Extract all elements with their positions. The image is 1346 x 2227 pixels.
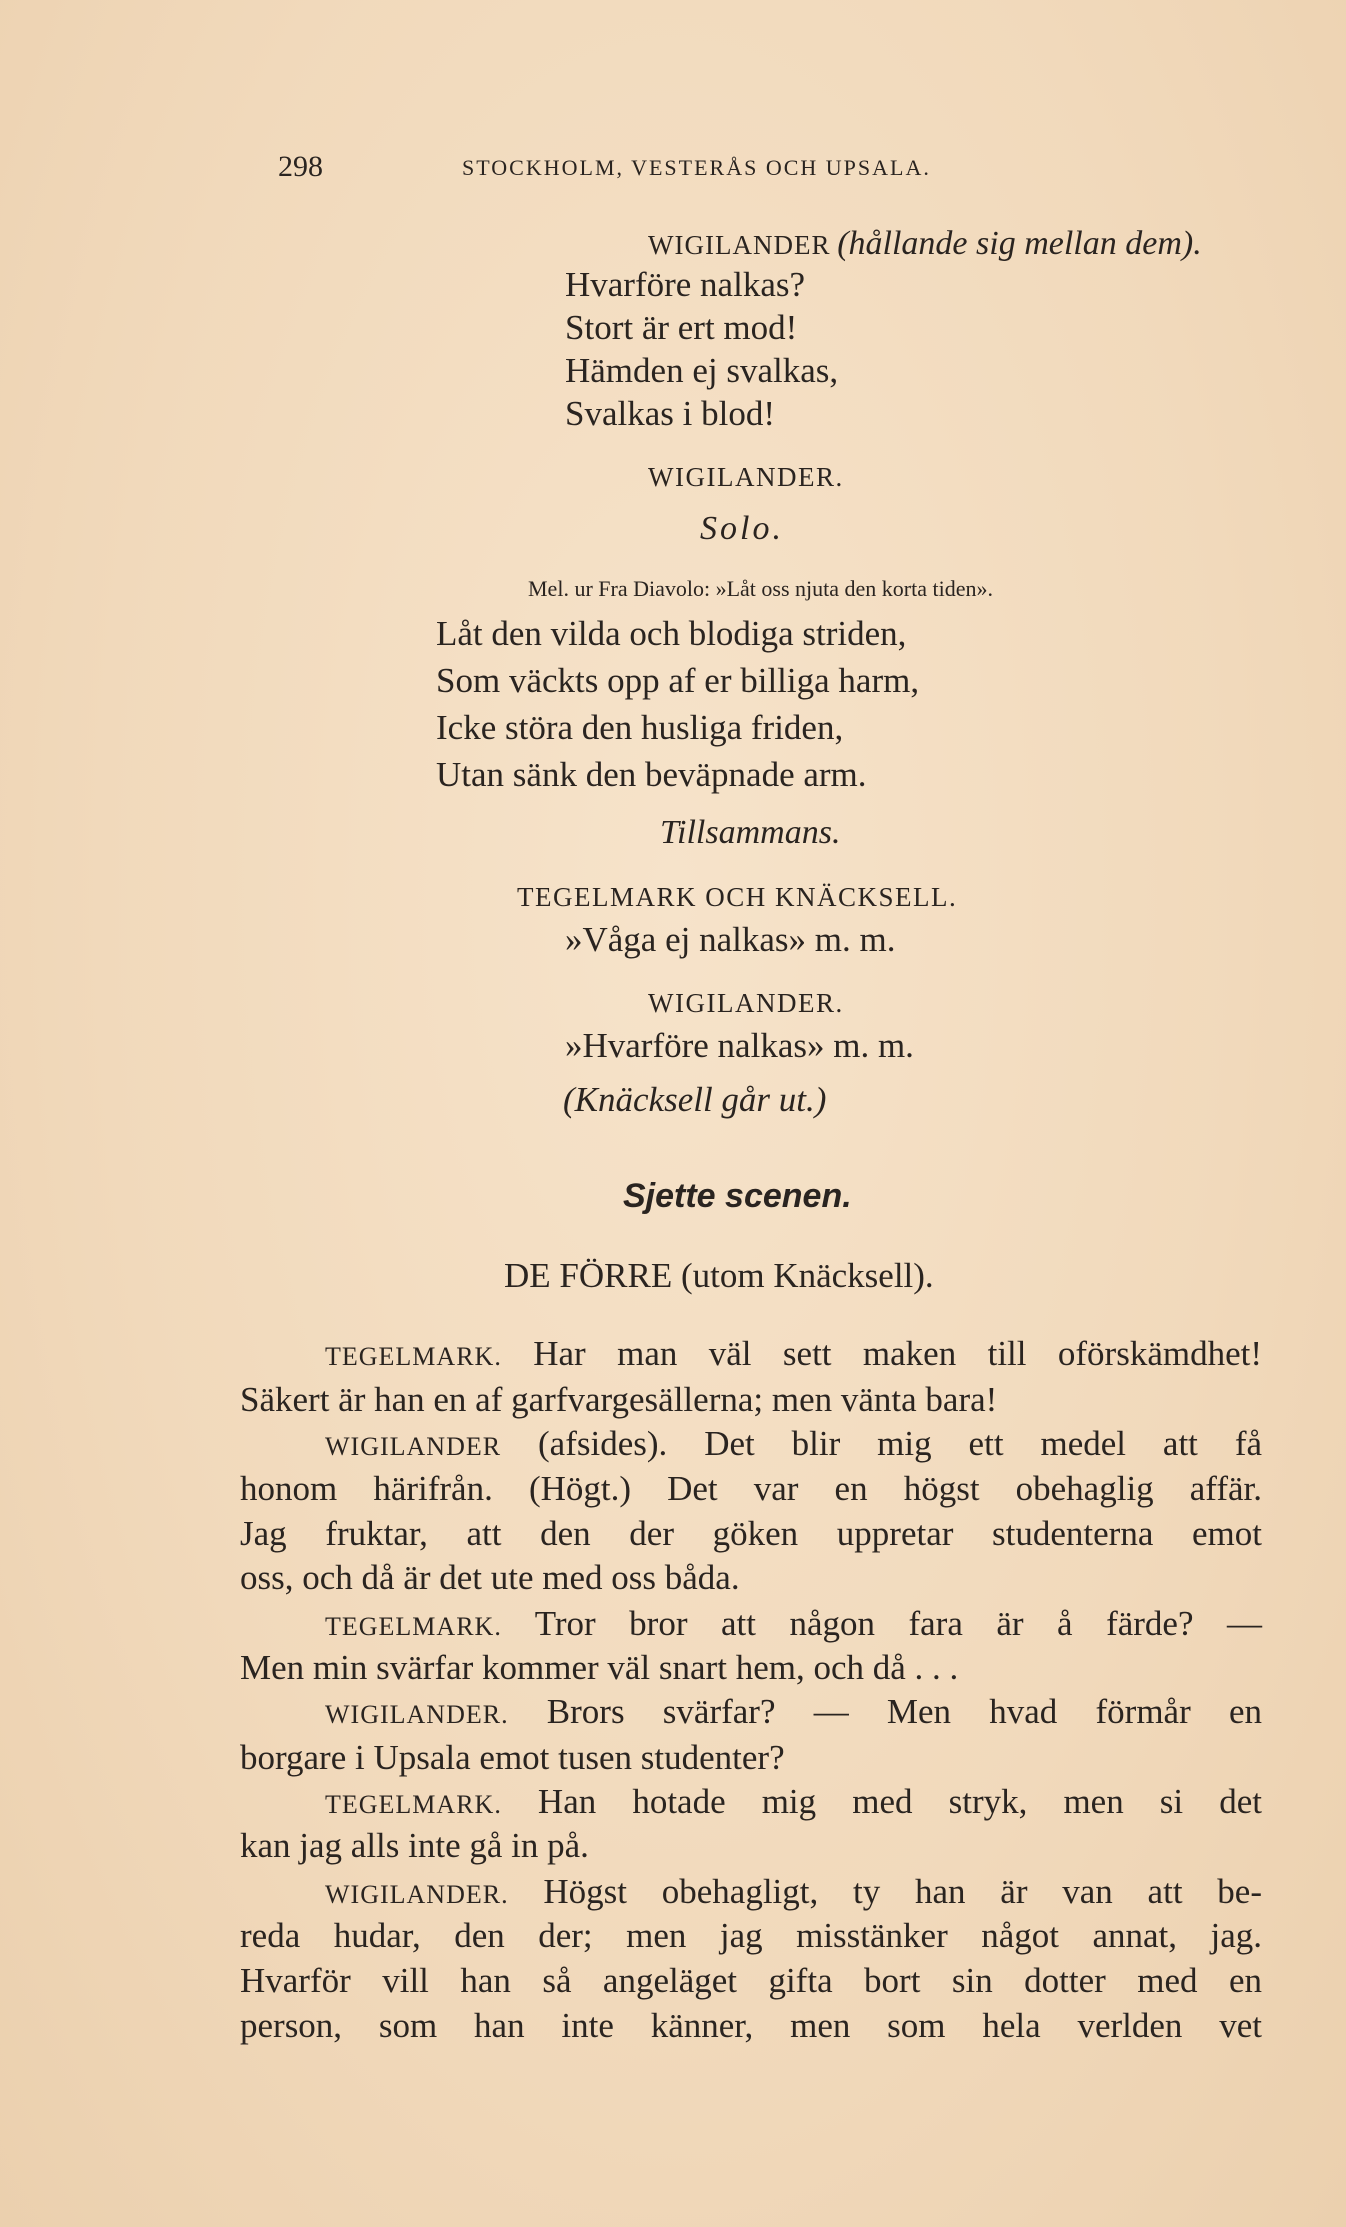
verse-line: Stort är ert mod! — [565, 308, 798, 347]
speech-line: person, som han inte känner, men som hela verlden vet — [240, 2006, 1262, 2045]
speech-text: Högst obehagligt, ty han är van att be- — [543, 1872, 1263, 1911]
verse-line: »Våga ej nalkas» m. m. — [565, 920, 896, 959]
speech-text: Tror bror att någon fara är å färde? — — [534, 1604, 1262, 1643]
speech-line: Hvarför vill han så angeläget gifta bort sin dotter med en — [240, 1961, 1262, 2000]
speaker-name: WIGILANDER. — [648, 462, 844, 492]
speech-line: kan jag alls inte gå in på. — [240, 1826, 589, 1865]
speaker-name: WIGILANDER — [325, 1432, 502, 1461]
speech-line: Jag fruktar, att den der göken uppretar studenterna emot — [240, 1514, 1262, 1553]
speech-first-line — [325, 1334, 1262, 1374]
verse-line: Hämden ej svalkas, — [565, 351, 839, 390]
speech-text: Brors svärfar? — Men hvad förmår en — [546, 1692, 1262, 1731]
speech-first-line — [325, 1782, 1262, 1822]
verse-line: Utan sänk den beväpnade arm. — [436, 755, 867, 794]
speech-first-line — [325, 1872, 1262, 1912]
speaker-name: WIGILANDER. — [325, 1700, 509, 1729]
speech-line: reda hudar, den der; men jag misstänker något annat, jag. — [240, 1916, 1262, 1955]
speech-line: borgare i Upsala emot tusen studenter? — [240, 1738, 785, 1777]
solo-label: Solo. — [700, 510, 784, 547]
scene-persons: DE FÖRRE (utom Knäcksell). — [504, 1256, 934, 1295]
speaker-name: TEGELMARK. — [325, 1612, 502, 1641]
speech-line: honom härifrån. (Högt.) Det var en högst obehaglig affär. — [240, 1469, 1262, 1508]
stage-direction: (Knäcksell går ut.) — [563, 1080, 827, 1119]
speech-text: Har man väl sett maken till oförskämdhet! — [533, 1334, 1262, 1373]
verse-line: Som väckts opp af er billiga harm, — [436, 661, 920, 700]
speech-line: Säkert är han en af garfvargesällerna; men vänta bara! — [240, 1380, 998, 1419]
verse-line: Hvarföre nalkas? — [565, 265, 806, 304]
speech-first-line — [325, 1604, 1262, 1644]
melody-note: Mel. ur Fra Diavolo: »Låt oss njuta den korta tiden». — [528, 576, 993, 601]
scene-title: Sjette scenen. — [623, 1177, 852, 1215]
speech-text: Han hotade mig med stryk, men si det — [537, 1782, 1262, 1821]
speaker-name: TEGELMARK OCH KNÄCKSELL. — [517, 882, 958, 912]
speech-text: (afsides). Det blir mig ett medel att få — [538, 1424, 1263, 1463]
verse-line: Icke störa den husliga friden, — [436, 708, 844, 747]
speaker-name: TEGELMARK. — [325, 1342, 502, 1371]
speaker-name: WIGILANDER. — [648, 988, 844, 1018]
speech-line: oss, och då är det ute med oss båda. — [240, 1558, 740, 1597]
speaker-name: WIGILANDER. — [325, 1880, 509, 1909]
stage-direction: (hållande sig mellan dem). — [837, 225, 1202, 262]
verse-line: Svalkas i blod! — [565, 394, 775, 433]
tillsammans-label: Tillsammans. — [660, 814, 841, 851]
speech-first-line — [325, 1424, 1262, 1464]
stage-heading — [648, 225, 1202, 263]
speaker-name: TEGELMARK. — [325, 1790, 502, 1819]
page-number: 298 — [278, 150, 323, 183]
speech-line: Men min svärfar kommer väl snart hem, och då . . . — [240, 1648, 959, 1687]
speech-first-line — [325, 1692, 1262, 1732]
verse-line: Låt den vilda och blodiga striden, — [436, 614, 907, 653]
running-title: STOCKHOLM, VESTERÅS OCH UPSALA. — [462, 155, 931, 180]
verse-line: »Hvarföre nalkas» m. m. — [565, 1026, 914, 1065]
speaker-name: WIGILANDER — [648, 230, 831, 260]
